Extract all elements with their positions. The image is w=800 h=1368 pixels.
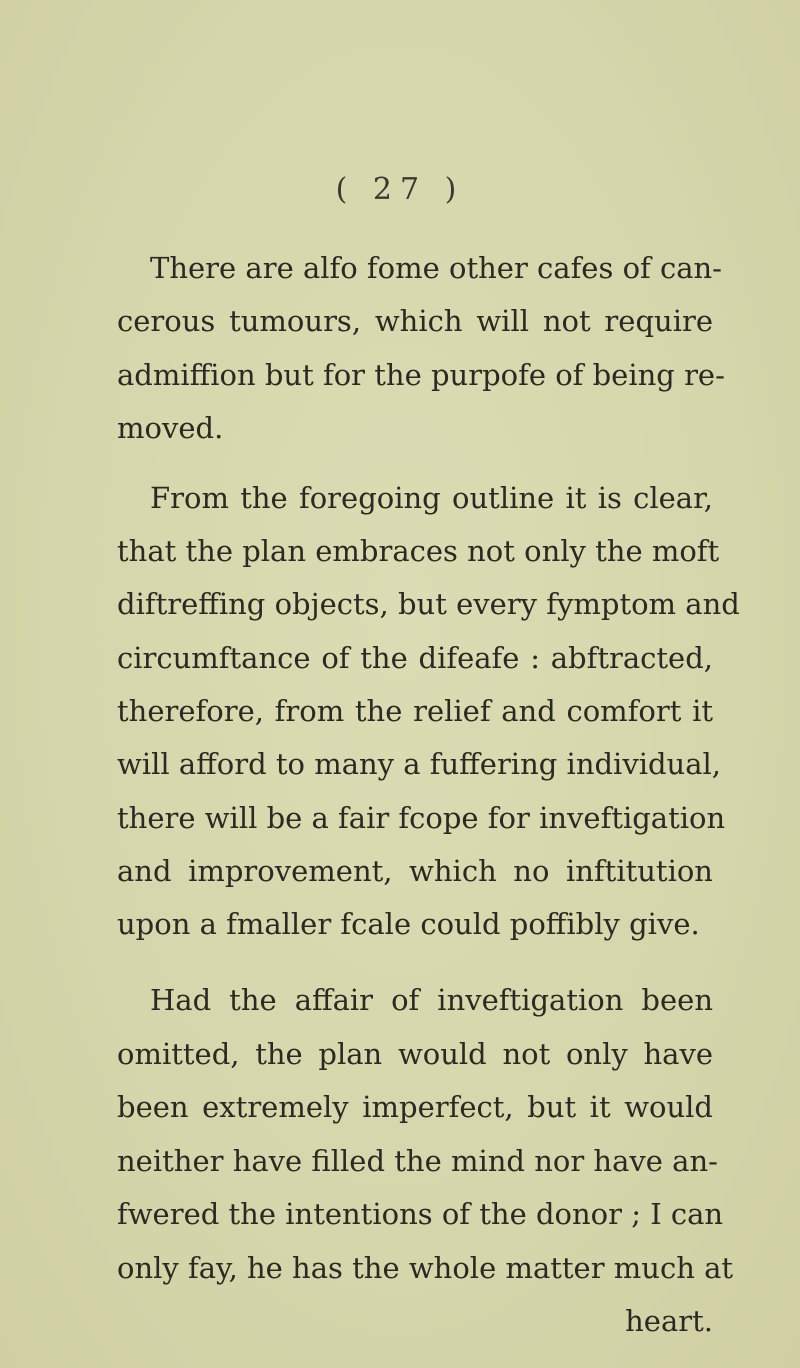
text-line: only fay, he has the whole matter much at <box>117 1251 734 1285</box>
text-line: that the plan embraces not only the moft <box>117 534 720 568</box>
text-line: cerous tumours, which will not require <box>117 304 713 338</box>
text-line: diftreffing objects, but every fymptom and <box>117 587 740 621</box>
text-line: neither have filled the mind nor have an- <box>117 1144 718 1178</box>
page-number: ( 27 ) <box>335 172 465 207</box>
text-line: will afford to many a fuffering individual, <box>117 747 722 781</box>
text-line: moved. <box>117 411 224 445</box>
text-line: heart. <box>625 1304 713 1338</box>
text-line: Had the affair of inveftigation been <box>150 983 713 1017</box>
text-line: fwered the intentions of the donor ; I can <box>117 1197 724 1231</box>
text-line: circumftance of the difeafe : abftracted, <box>117 641 713 675</box>
text-line: There are alfo fome other cafes of can- <box>150 251 722 285</box>
text-line: upon a fmaller fcale could poffibly give. <box>117 907 700 941</box>
text-line: and improvement, which no inftitution <box>117 854 713 888</box>
text-line: been extremely imperfect, but it would <box>117 1090 713 1124</box>
text-line: therefore, from the relief and comfort it <box>117 694 713 728</box>
text-line: From the foregoing outline it is clear, <box>150 481 713 515</box>
text-line: omitted, the plan would not only have <box>117 1037 713 1071</box>
text-line: admiffion but for the purpofe of being re- <box>117 358 725 392</box>
text-line: there will be a fair fcope for inveftigation <box>117 801 726 835</box>
